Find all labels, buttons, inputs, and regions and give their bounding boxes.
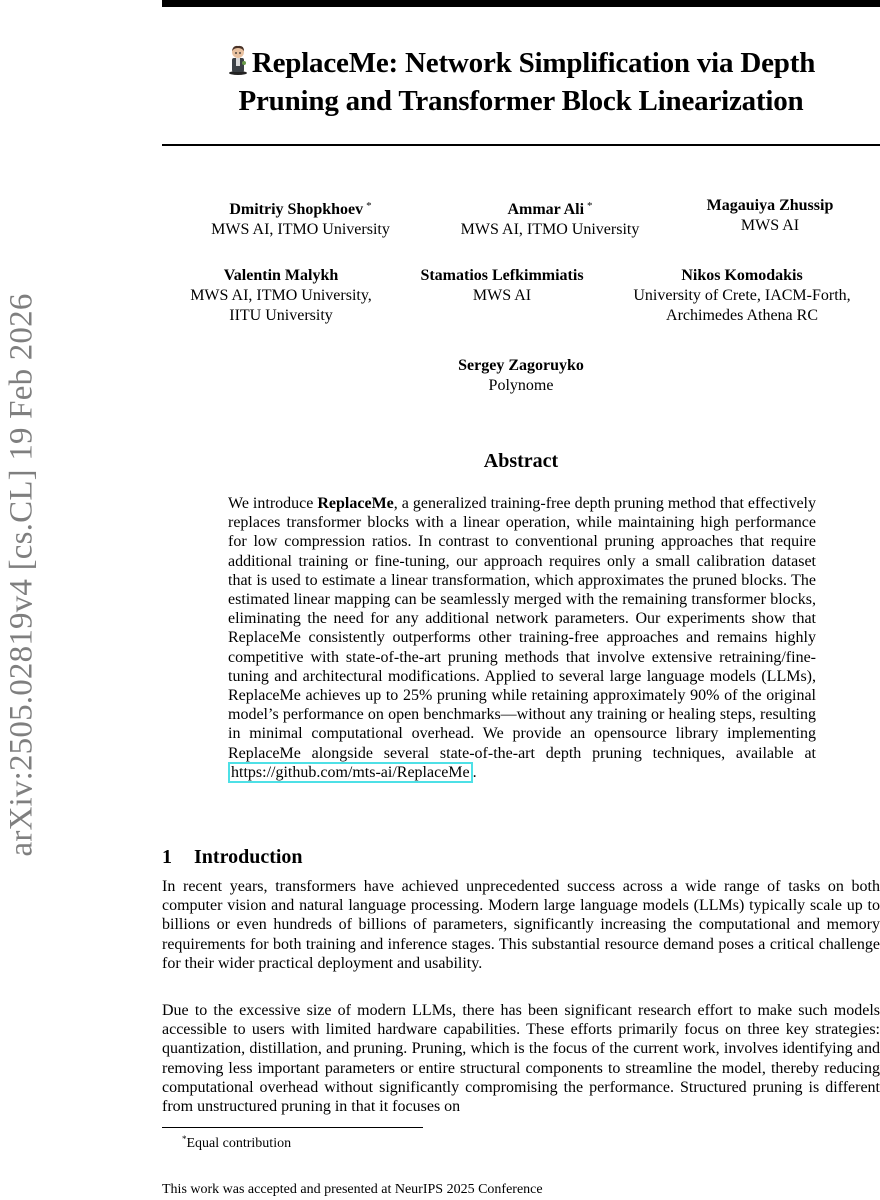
title-bottom-rule: [162, 144, 880, 146]
venue-note: This work was accepted and presented at NeurIPS 2025 Conference: [162, 1182, 543, 1197]
footnote-mark: *: [182, 1134, 187, 1144]
paper-title: [162, 44, 880, 120]
author-block: [617, 266, 867, 326]
abstract-heading: Abstract: [483, 450, 559, 472]
author-name: Sergey Zagoruyko: [458, 357, 584, 374]
author-affiliation: IITU University: [229, 307, 333, 324]
author-affiliation: MWS AI: [740, 217, 800, 234]
author-block: [432, 356, 610, 396]
author-affiliation: MWS AI, ITMO University,: [190, 287, 372, 304]
section-number: 1: [162, 846, 172, 868]
author-affiliation: Polynome: [488, 377, 554, 394]
author-block: [405, 266, 599, 306]
footnote-rule: [162, 1127, 423, 1128]
footnote: [182, 1130, 291, 1153]
title-line-1: ReplaceMe: Network Simplification via Depth: [251, 47, 816, 79]
author-block: [175, 266, 387, 326]
github-link[interactable]: https://github.com/mts-ai/ReplaceMe: [228, 762, 473, 783]
author-affiliation: MWS AI, ITMO University: [460, 221, 640, 238]
author-affiliation: University of Crete, IACM-Forth,: [633, 287, 851, 304]
author-affiliation: Archimedes Athena RC: [666, 307, 818, 324]
arxiv-sidebar-stamp: [0, 0, 44, 1200]
author-block: [690, 196, 850, 236]
title-top-rule: [162, 0, 880, 7]
title-line-2: Pruning and Transformer Block Linearization: [238, 85, 804, 117]
section-heading-introduction: [162, 845, 303, 869]
intro-paragraph-2: Due to the excessive size of modern LLMs, there has been significant research effort to make such models accessible to users with limited hardware capabilities. These efforts primarily focus on three key strategies: quantization, distillation, and pruning. Pruning, which is the focus of the current work, involves identifying and removing less important parameters or entire structural components to streamline the model, thereby reducing computational overhead without significantly compromising the performance. Structured pruning is different from unstructured pruning in that it focuses on: [162, 1002, 880, 1116]
arxiv-identifier: arXiv:2505.02819v4 [cs.CL] 19 Feb 2026: [3, 293, 40, 857]
intro-paragraph-1: In recent years, transformers have achieved unprecedented success across a wide range of tasks on both computer vision and natural language processing. Modern large language models (LLMs) typically scale up to billions or even hundreds of billions of parameters, significantly increasing the computational and memory requirements for both training and inference stages. This substantial resource demand poses a critical challenge for their wider practical deployment and usability.: [162, 878, 880, 972]
footnote-text: Equal contribution: [186, 1136, 292, 1151]
author-affiliation: MWS AI: [472, 287, 532, 304]
replaceme-term: ReplaceMe: [317, 495, 394, 512]
author-name: Valentin Malykh: [223, 267, 339, 284]
author-name: Magauiya Zhussip: [706, 197, 834, 214]
author-block: [447, 196, 653, 240]
author-affiliation: MWS AI, ITMO University: [211, 221, 390, 238]
author-block: [198, 196, 403, 240]
mascot-icon: [227, 45, 249, 75]
author-name: Nikos Komodakis: [681, 267, 803, 284]
author-name: Stamatios Lefkimmiatis: [420, 267, 584, 284]
author-name: Dmitriy Shopkhoev *: [229, 200, 372, 218]
author-name: Ammar Ali *: [507, 200, 593, 218]
abstract-body: We introduce ReplaceMe, a generalized training-free depth pruning method that effectively replaces transformer blocks with a linear operation, while maintaining high performance for low compression ratios. In contrast to conventional pruning approaches that require additional training or fine-tuning, our approach requires only a small calibration dataset that is used to estimate a linear transformation, which approximates the pruned blocks. The estimated linear mapping can be seamlessly merged with the remaining transformer blocks, eliminating the need for any additional network parameters. Our experiments show that ReplaceMe consistently outperforms other training-free approaches and remains highly competitive with state-of-the-art pruning methods that involve extensive retraining/fine-tuning and architectural modifications. Applied to several large language models (LLMs), ReplaceMe achieves up to 25% pruning while retaining approximately 90% of the original model’s performance on open benchmarks—without any training or healing steps, resulting in minimal computational overhead. We provide an opensource library implementing ReplaceMe alongside several state-of-the-art depth pruning techniques, available at https://github.com/mts-ai/ReplaceMe .: [228, 495, 816, 781]
section-title: Introduction: [194, 846, 303, 868]
